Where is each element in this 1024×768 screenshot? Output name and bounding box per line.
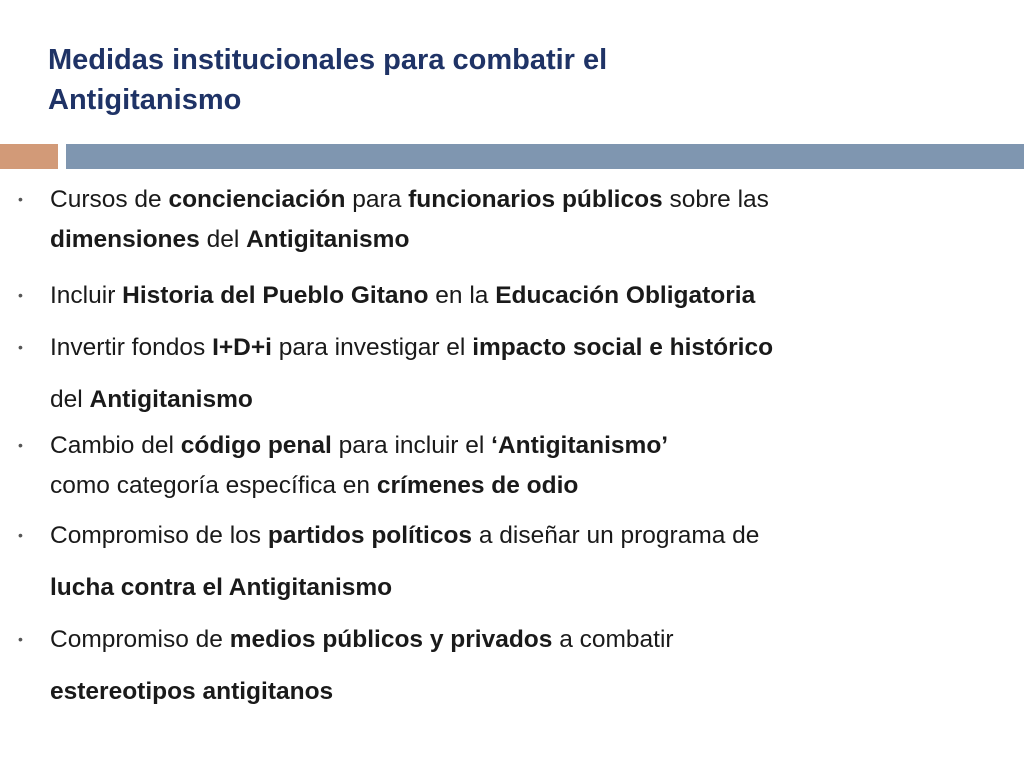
bullet-line [50,374,1004,426]
bullet-dot-icon: • [18,339,23,355]
bold-text: Antigitanismo [89,386,253,413]
bold-text: Educación Obligatoria [495,282,756,309]
text: Incluir [50,282,123,309]
text: a diseñar un programa de [472,522,760,549]
bullet-dot-icon: • [18,437,23,453]
bullet-item [0,322,1024,426]
bold-text: funcionarios públicos [408,186,663,213]
bold-text: concienciación [168,186,346,213]
bullet-line [50,510,1004,562]
text: en la [428,282,496,309]
bullet-item [0,180,1024,260]
bullet-item [0,510,1024,614]
bold-text: medios públicos y privados [229,626,553,653]
bullet-list [0,180,1024,718]
bullet-line [50,426,1004,466]
text: como categoría específica en [50,472,377,499]
text: Compromiso de [50,626,230,653]
text: para [345,186,409,213]
slide-title [48,40,948,120]
bullet-dot-icon: • [18,191,23,207]
bullet-line [50,270,1004,322]
accent-bar [0,144,58,169]
bold-text: Antigitanismo [246,226,410,253]
bullet-line [50,666,1004,718]
bold-text: dimensiones [50,226,200,253]
slide-title-line-2: Antigitanismo [48,84,242,116]
bullet-dot-icon: • [18,527,23,543]
text: para investigar el [272,334,473,361]
text: del [50,386,90,413]
bullet-dot-icon: • [18,631,23,647]
text: Cursos de [50,186,169,213]
text: del [199,226,247,253]
bullet-line [50,466,1004,506]
bold-text: impacto social e histórico [472,334,774,361]
text: Compromiso de los [50,522,268,549]
bullet-item [0,614,1024,718]
text: Cambio del [50,432,181,459]
text: para incluir el [331,432,492,459]
bold-text: estereotipos antigitanos [50,678,334,705]
bullet-line [50,562,1004,614]
text: a combatir [552,626,674,653]
bold-text: código penal [180,432,332,459]
bullet-line [50,614,1004,666]
bold-text: Historia del Pueblo Gitano [122,282,429,309]
bold-text: lucha contra el Antigitanismo [50,574,393,601]
bullet-dot-icon: • [18,287,23,303]
bullet-line [50,180,1004,220]
text: sobre las [662,186,769,213]
bold-text: crímenes de odio [376,472,579,499]
text: Invertir fondos [50,334,213,361]
bullet-item [0,426,1024,506]
slide-title-line-1: Medidas institucionales para combatir el [48,44,608,76]
bullet-line [50,322,1004,374]
bullet-line [50,220,1004,260]
bold-text: partidos políticos [267,522,473,549]
bold-text: I+D+i [212,334,272,361]
bullet-item [0,270,1024,322]
header-divider-bar [66,144,1024,169]
bold-text: ‘Antigitanismo’ [491,432,669,459]
